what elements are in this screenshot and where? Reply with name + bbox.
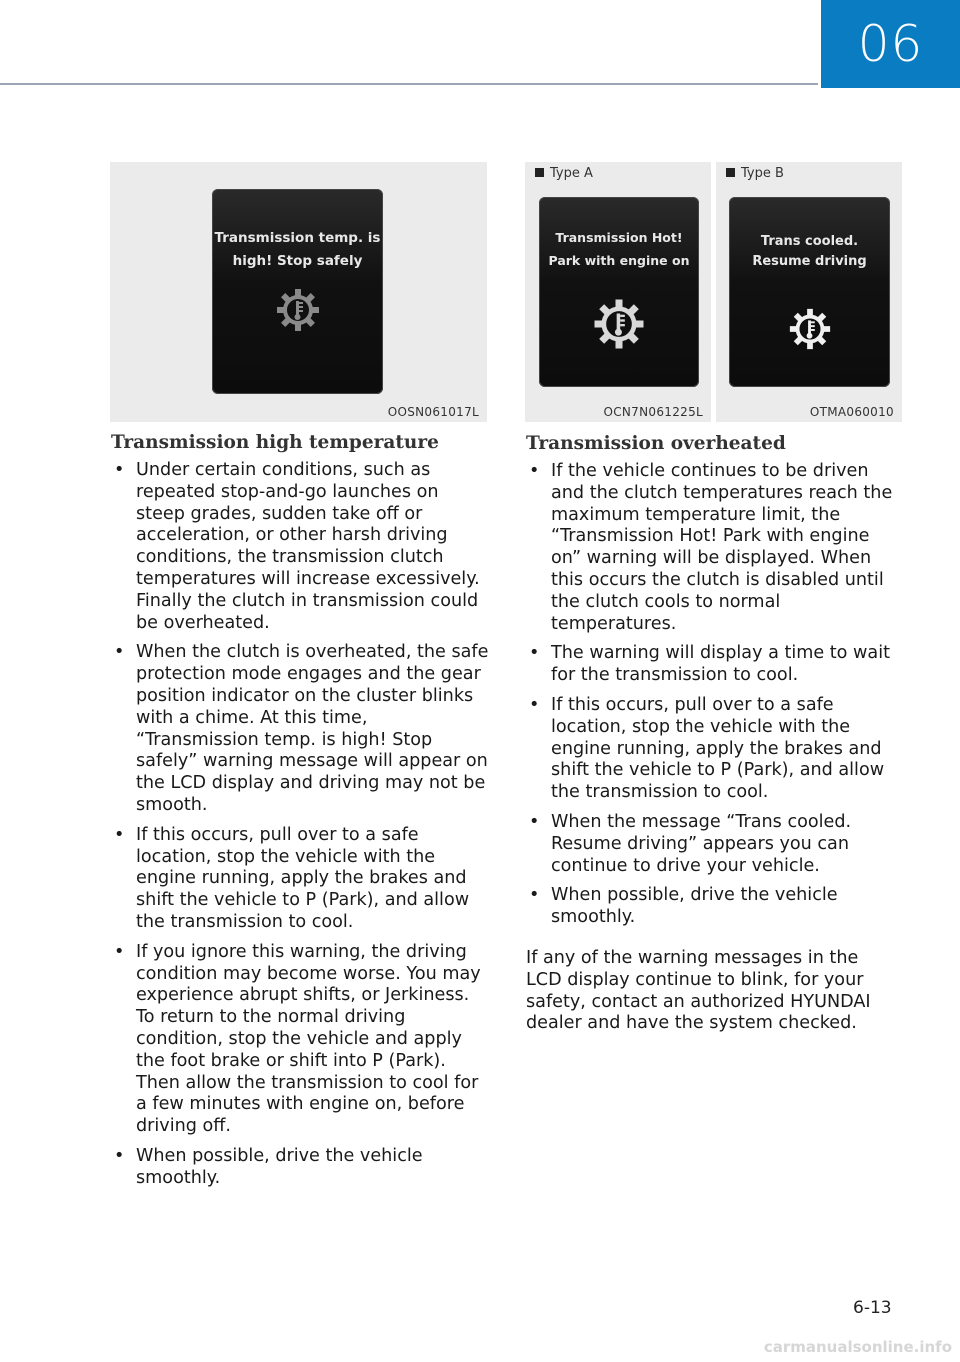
list-item: • If this occurs, pull over to a safe location, stop the vehicle with the engine running, apply the brakes and shift the vehicle to P (Park), and allow the transmission to cool. (526, 695, 904, 804)
lcd-screen (212, 189, 383, 394)
transmission-temperature-gear-icon (274, 286, 322, 334)
list-item: • If the vehicle continues to be driven and the clutch temperatures reach the maximum temperature limit, the “Transmission Hot! Park with engine on” warning will be displayed. When this occurs the clutch is disabled until the clutch cools to normal temperatures. (526, 461, 904, 635)
figure-code: OCN7N061225L (603, 405, 703, 419)
list-item: • When the clutch is overheated, the safe protection mode engages and the gear position indicator on the cluster blinks with a chime. At this time, “Transmission temp. is high! Stop safely” warning message will appear on the LCD display and driving may not be smooth. (111, 642, 489, 816)
watermark: carmanualsonline.info (763, 1338, 952, 1356)
lcd-screen (729, 197, 890, 387)
figure-type-a (525, 162, 711, 422)
high-temperature-bullet-list (111, 460, 489, 1198)
closing-paragraph: If any of the warning messages in the LCD display continue to blink, for your safety, contact an authorized HYUNDAI dealer and have the system checked. (526, 948, 871, 1034)
list-item: • When possible, drive the vehicle smoothly. (526, 885, 904, 929)
chapter-tab: 06 (821, 0, 960, 88)
list-item: • When the message “Trans cooled. Resume driving” appears you can continue to drive your vehicle. (526, 812, 904, 877)
type-a-label: Type A (535, 166, 593, 181)
figure-code: OTMA060010 (809, 405, 894, 419)
type-b-label: Type B (726, 166, 784, 181)
overheated-bullet-list (526, 461, 904, 937)
figure-type-b (716, 162, 902, 422)
list-item: • If this occurs, pull over to a safe location, stop the vehicle with the engine running, apply the brakes and shift the vehicle to P (Park), and allow the transmission to cool. (111, 825, 489, 934)
lcd-message: Transmission temp. is high! Stop safely (214, 230, 381, 269)
section-heading-overheated: Transmission overheated (526, 433, 786, 454)
figure-transmission-temp-high (110, 162, 487, 422)
page-number: 6-13 (853, 1298, 892, 1318)
square-bullet-icon (535, 168, 544, 177)
list-item: • The warning will display a time to wait for the transmission to cool. (526, 643, 904, 687)
header-rule (0, 83, 818, 85)
list-item: • When possible, drive the vehicle smoothly. (111, 1146, 489, 1190)
figure-code: OOSN061017L (387, 405, 479, 419)
lcd-message: Trans cooled. Resume driving (752, 234, 867, 269)
list-item: • If you ignore this warning, the driving condition may become worse. You may experience abrupt shifts, or Jerkiness. To return to the normal driving condition, stop the vehicle and apply the foot brake or shift into P (Park). Then allow the transmission to cool for a few minutes with engine on, before driving off. (111, 942, 489, 1138)
transmission-temperature-gear-icon (787, 306, 833, 352)
transmission-temperature-gear-icon (591, 296, 647, 352)
square-bullet-icon (726, 168, 735, 177)
lcd-screen (539, 197, 699, 387)
section-heading-high-temperature: Transmission high temperature (111, 432, 439, 453)
list-item: • Under certain conditions, such as repeated stop-and-go launches on steep grades, sudden take off or acceleration, or other harsh driving conditions, the transmission clutch temperatures will increase excessively. Finally the clutch in transmission could be overheated. (111, 460, 489, 634)
lcd-message: Transmission Hot! Park with engine on (548, 230, 690, 268)
